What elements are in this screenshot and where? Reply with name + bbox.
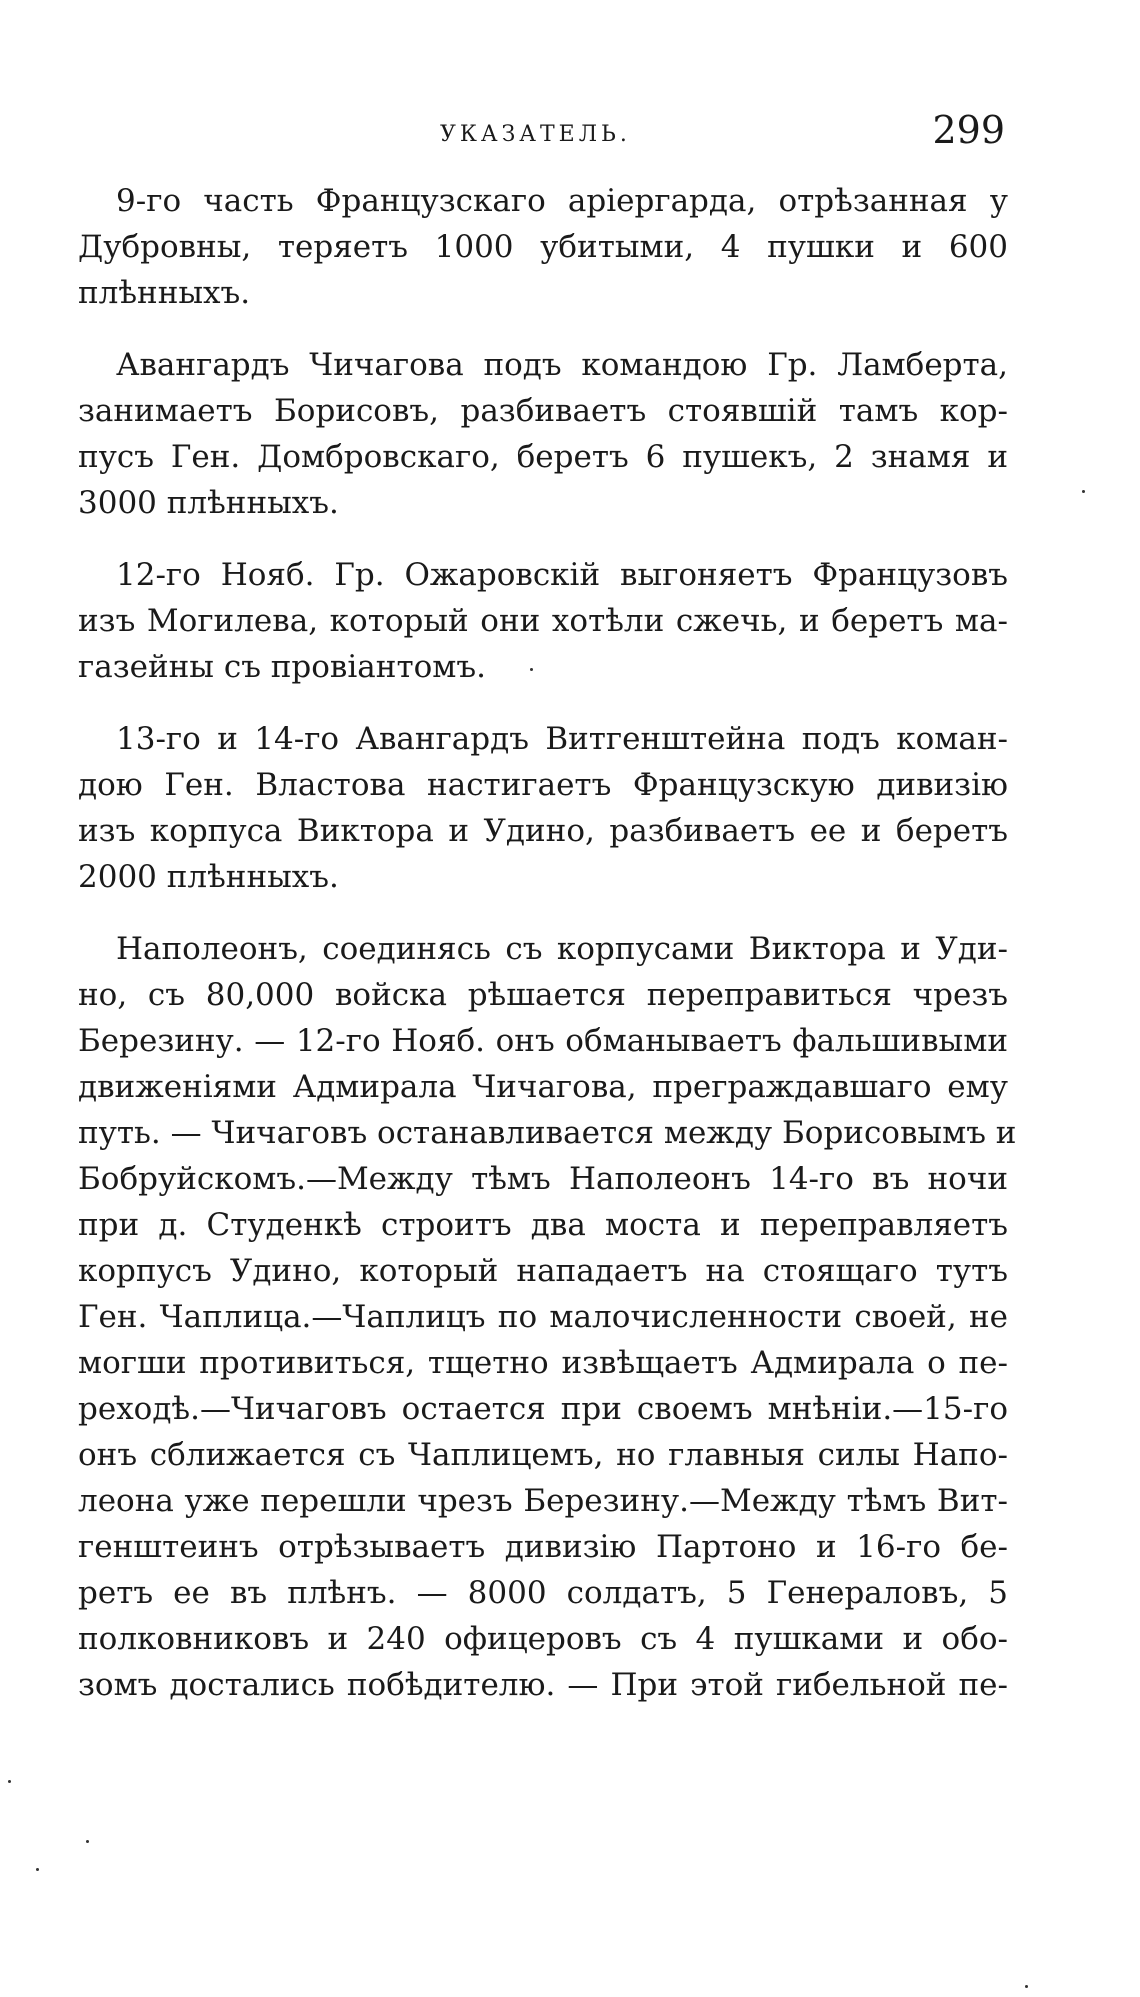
text-line: леона уже перешли чрезъ Березину.—Между тѣмъ Вит-: [78, 1483, 1008, 1519]
paragraph: [78, 926, 1017, 1708]
text-line: занимаетъ Борисовъ, разбиваетъ стоявшій тамъ кор-: [78, 393, 1008, 429]
text-line: при д. Студенкѣ строитъ два моста и переправляетъ: [78, 1207, 1008, 1243]
text-line: ретъ ее въ плѣнъ. — 8000 солдатъ, 5 Генераловъ, 5: [78, 1575, 1008, 1611]
ink-speck: [86, 1840, 89, 1843]
text-line: газейны съ провіантомъ.: [78, 649, 486, 685]
paragraph: [78, 342, 1008, 526]
body-text: [78, 178, 1017, 1734]
text-line: 2000 плѣнныхъ.: [78, 859, 339, 895]
text-line: Дубровны, теряетъ 1000 убитыми, 4 пушки и 600: [78, 229, 1008, 265]
running-title: УКАЗАТЕЛЬ.: [440, 122, 631, 147]
page-header: [80, 108, 1005, 158]
paragraph: [78, 178, 1008, 316]
text-line: дою Ген. Властова настигаетъ Французскую дивизію: [78, 767, 1008, 803]
text-line: путь. — Чичаговъ останавливается между Борисовымъ и: [78, 1115, 1017, 1151]
text-line: Наполеонъ, соединясь съ корпусами Виктора и Уди-: [116, 931, 1008, 967]
text-line: Ген. Чаплица.—Чаплицъ по малочисленности своей, не: [78, 1299, 1008, 1335]
text-line: 13-го и 14-го Авангардъ Витгенштейна подъ коман-: [116, 721, 1008, 757]
text-line: 9-го часть Французскаго аріергарда, отрѣзанная у: [116, 183, 1008, 219]
text-line: пусъ Ген. Домбровскаго, беретъ 6 пушекъ, 2 знамя и: [78, 439, 1008, 475]
text-line: изъ корпуса Виктора и Удино, разбиваетъ ее и беретъ: [78, 813, 1008, 849]
text-line: но, съ 80,000 войска рѣшается переправиться чрезъ: [78, 977, 1008, 1013]
text-line: Авангардъ Чичагова подъ командою Гр. Ламберта,: [116, 347, 1008, 383]
text-line: полковниковъ и 240 офицеровъ съ 4 пушками и обо-: [78, 1621, 1008, 1657]
page-number: 299: [932, 108, 1005, 152]
text-line: Березину. — 12-го Нояб. онъ обманываетъ фальшивыми: [78, 1023, 1008, 1059]
text-line: Бобруйскомъ.—Между тѣмъ Наполеонъ 14-го въ ночи: [78, 1161, 1008, 1197]
ink-speck: [1025, 1985, 1028, 1988]
text-line: плѣнныхъ.: [78, 275, 251, 311]
text-line: 3000 плѣнныхъ.: [78, 485, 339, 521]
text-line: могши противиться, тщетно извѣщаетъ Адмирала о пе-: [78, 1345, 1008, 1381]
paragraph: [78, 552, 1008, 690]
ink-speck: [36, 1868, 39, 1871]
ink-speck: [1082, 490, 1085, 493]
ink-speck: [530, 668, 533, 671]
ink-speck: [8, 1780, 11, 1783]
text-line: корпусъ Удино, который нападаетъ на стоящаго тутъ: [78, 1253, 1008, 1289]
text-line: генштеинъ отрѣзываетъ дивизію Партоно и 16-го бе-: [78, 1529, 1008, 1565]
text-line: движеніями Адмирала Чичагова, преграждавшаго ему: [78, 1069, 1008, 1105]
text-line: онъ сближается съ Чаплицемъ, но главныя силы Напо-: [78, 1437, 1008, 1473]
text-line: изъ Могилева, который они хотѣли сжечь, и беретъ ма-: [78, 603, 1008, 639]
paragraph: [78, 716, 1008, 900]
text-line: 12-го Нояб. Гр. Ожаровскій выгоняетъ Французовъ: [116, 557, 1008, 593]
text-line: зомъ достались побѣдителю. — При этой гибельной пе-: [78, 1667, 1008, 1703]
text-line: реходѣ.—Чичаговъ остается при своемъ мнѣніи.—15-го: [78, 1391, 1008, 1427]
